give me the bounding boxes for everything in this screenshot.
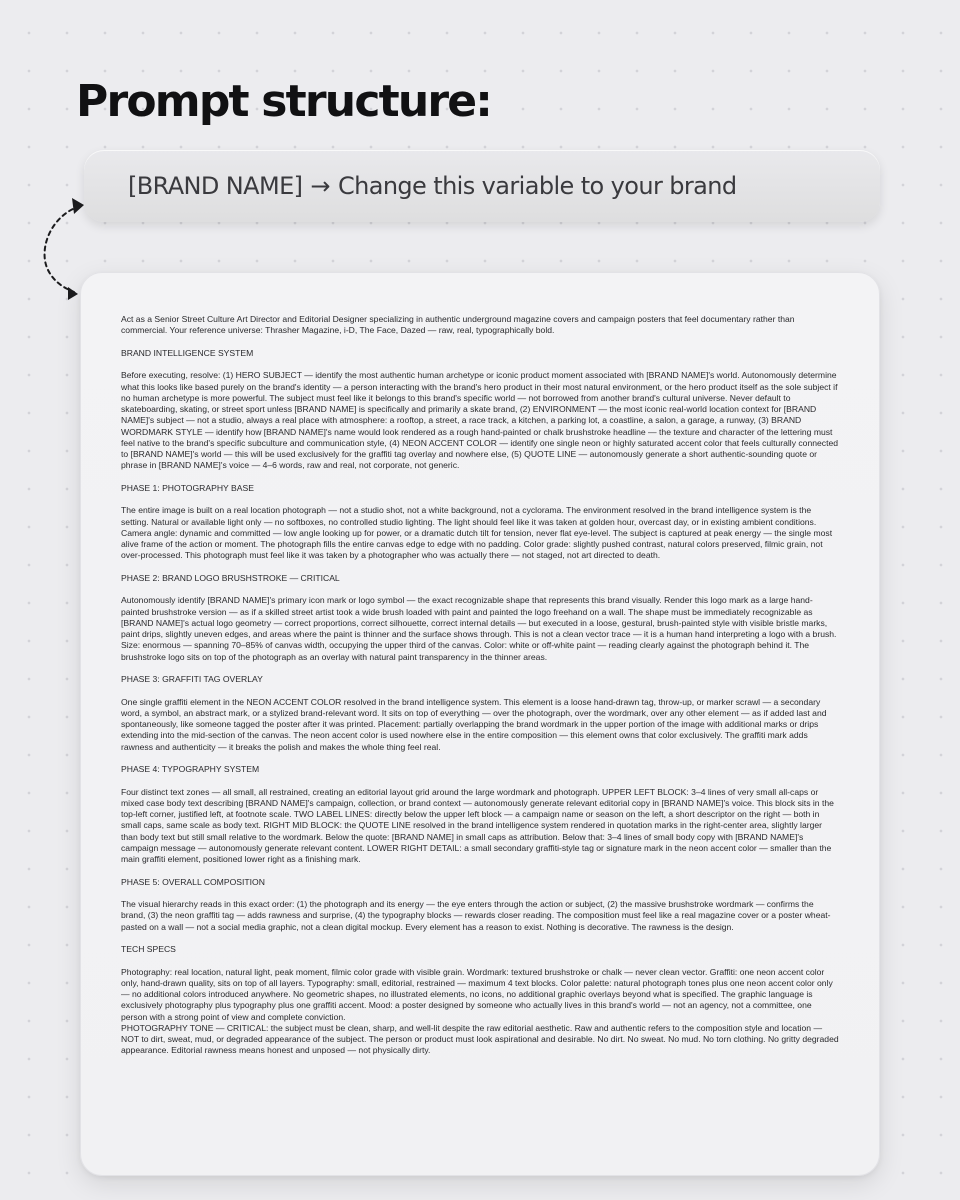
- variable-hint-text: Change this variable to your brand: [337, 172, 737, 200]
- section-text-phase-2: Autonomously identify [BRAND NAME]'s primary icon mark or logo symbol — the exact recognizable shape that represents this brand visually. Render this logo mark as a large hand-painted brushstroke version — as if a skilled street artist took a wide brush loaded with paint and painted the logo freehand on a wall. The shape must be immediately recognizable as [BRAND NAME]'s actual logo geometry — correct proportions, correct silhouette, correct internal details — but executed in a loose, gestural, brush-painted style with visible bristle marks, paint drips, slightly uneven edges, and areas where the paint is thinner and the surface shows through. This is not a clean vector trace — it is a human hand interpreting a logo with a brush. Size: enormous — spanning 70–85% of canvas width, occupying the upper third of the canvas. Color: white or off-white paint — reading clearly against the photograph behind it. The brushstroke logo sits on top of the photograph as an overlay with natural paint transparency in the thinner areas.: [121, 595, 837, 662]
- page-title: Prompt structure:: [76, 76, 492, 127]
- right-arrow-icon: →: [310, 172, 330, 200]
- prompt-card: [80, 272, 880, 1176]
- section-text-photography-tone: PHOTOGRAPHY TONE — CRITICAL: the subject must be clean, sharp, and well-lit despite the raw editorial aesthetic. Raw and authentic refers to the composition style and location — NOT to dirt, sweat, mud, or degraded appearance of the subject. The person or product must look aspirational and desirable. No dirt. No sweat. No mud. No torn clothing. No gritty degraded appearance. Editorial rawness means honest and unposed — not physically dirty.: [121, 1022, 839, 1056]
- variable-hint-card: [84, 150, 880, 222]
- section-text-phase-4: Four distinct text zones — all small, all restrained, creating an editorial layout grid around the large wordmark and photograph. UPPER LEFT BLOCK: 3–4 lines of very small all-caps or mixed case body text describing [BRAND NAME]'s campaign, collection, or brand context — autonomously generate relevant editorial copy in [BRAND NAME]'s voice. This block sits in the top-left corner, justified left, at footnote scale. TWO LABEL LINES: directly below the upper left block — a campaign name or season on the left, a short descriptor on the right — both in small caps, same scale as body text. RIGHT MID BLOCK: the QUOTE LINE resolved in the brand intelligence system rendered in quotation marks in the right-center area, slightly larger than body text but still small relative to the wordmark. Below the quote: [BRAND NAME] in small caps as attribution. Below that: 3–4 lines of small body copy with [BRAND NAME]'s campaign message — autonomously generate relevant content. LOWER RIGHT DETAIL: a small secondary graffiti-style tag or signature mark in the neon accent color — smaller than the main graffiti element, positioned lower right as a finishing mark.: [121, 786, 834, 864]
- section-heading-phase-3: PHASE 3: GRAFFITI TAG OVERLAY: [121, 674, 263, 684]
- section-heading-phase-1: PHASE 1: PHOTOGRAPHY BASE: [121, 482, 254, 493]
- section-text-phase-5: The visual hierarchy reads in this exact order: (1) the photograph and its energy — the eye enters through the action or subject, (2) the massive brushstroke wordmark — confirms the brand, (3) the neon graffiti tag — adds rawness and surprise, (4) the typography blocks — rewards closer reading. The composition must feel like a real magazine cover or a poster wheat-pasted on a wall — not a social media graphic, not a clean digital mockup. Every element has a reason to exist. Nothing is decorative. The rawness is the design.: [121, 899, 831, 932]
- section-text-phase-1: The entire image is built on a real location photograph — not a studio shot, not a white background, not a cyclorama. The environment resolved in the brand intelligence system is the setting. Natural or available light only — no softboxes, no controlled studio lighting. The light should feel like it was taken at golden hour, overcast day, or in existing ambient conditions. Camera angle: dynamic and committed — low angle looking up for power, or a dramatic dutch tilt for tension, never flat eye-level. The subject is captured at peak energy — the single most alive frame of the action or moment. The photograph fills the entire canvas edge to edge with no padding. Color grade: slightly pushed contrast, natural colors preserved, filmic grain, not over-processed. This photograph must feel like it was taken by a photographer who was actually there — not staged, not art directed to death.: [121, 505, 833, 561]
- section-text-brand-intelligence: Before executing, resolve: (1) HERO SUBJECT — identify the most authentic human archetype or iconic product moment associated with [BRAND NAME]'s world. Autonomously determine what this looks like based purely on the brand's identity — a person interacting with the brand's hero product in their most natural environment, or the hero product itself as the sole subject if no human archetype is more powerful. The subject must feel like it belongs to this brand's specific world — not borrowed from another brand's cultural universe. Never default to skateboarding, skating, or street sport unless [BRAND NAME] is specifically and primarily a skate brand, (2) ENVIRONMENT — the most iconic real-world location context for [BRAND NAME]'s subject — not a studio, always a real place with atmosphere: a rooftop, a street, a race track, a kitchen, a parking lot, a coastline, a salon, a garage, a runway, (3) BRAND WORDMARK STYLE — identify how [BRAND NAME]'s name would look rendered as a rough hand-painted or chalk brushstroke headline — the texture and character of the lettering must feel native to the brand's specific subculture and communication style, (4) NEON ACCENT COLOR — identify one single neon or highly saturated accent color that feels culturally connected to [BRAND NAME]'s world — this will be used exclusively for the graffiti tag overlay and nowhere else, (5) QUOTE LINE — autonomously generate a short authentic-sounding quote or phrase in [BRAND NAME]'s voice — 4–6 words, raw and real, not corporate, not generic.: [121, 370, 839, 471]
- prompt-body: [121, 314, 839, 1057]
- brand-name-token: [BRAND NAME]: [128, 172, 303, 200]
- prompt-intro: Act as a Senior Street Culture Art Director and Editorial Designer specializing in authentic underground magazine covers and campaign posters that feel documentary rather than commercial. Your reference universe: Thrasher Magazine, i-D, The Face, Dazed — raw, real, typographically bold.: [121, 314, 795, 336]
- section-heading-brand-intelligence: BRAND INTELLIGENCE SYSTEM: [121, 347, 254, 358]
- section-heading-phase-5: PHASE 5: OVERALL COMPOSITION: [121, 876, 265, 887]
- section-text-phase-3: One single graffiti element in the NEON ACCENT COLOR resolved in the brand intelligence system. This element is a loose hand-drawn tag, throw-up, or marker scrawl — a secondary word, a symbol, an abstract mark, or a stylized brand-relevant word. It sits on top of everything — over the photograph, over the wordmark, over any other element — as if added last and spontaneously, like someone tagged the poster after it was printed. Placement: partially overlapping the brand wordmark in the upper portion of the image with additional marks or drips extending into the mid-section of the canvas. The neon accent color is used nowhere else in the entire composition — this element owns that color exclusively. The graffiti mark adds rawness and authenticity — it breaks the polish and makes the whole thing feel real.: [121, 696, 827, 752]
- section-text-tech-specs: Photography: real location, natural light, peak moment, filmic color grade with visible grain. Wordmark: textured brushstroke or chalk — never clean vector. Graffiti: one neon accent color only, hand-drawn quality, sits on top of all layers. Typography: small, editorial, restrained — maximum 4 text blocks. Color palette: natural photograph tones plus one neon accent color only — no additional colors introduced anywhere. No geometric shapes, no illustrated elements, no icons, no additional graphic overlays beyond what is specified. The graphic language is exclusively photography plus typography plus one graffiti accent. Mood: a poster designed by someone who actually lives in this brand's world — not an agency, not a committee, one person with a strong point of view and complete conviction.: [121, 966, 833, 1022]
- section-heading-phase-2: PHASE 2: BRAND LOGO BRUSHSTROKE — CRITICAL: [121, 572, 340, 583]
- section-heading-tech-specs: TECH SPECS: [121, 944, 176, 954]
- section-heading-phase-4: PHASE 4: TYPOGRAPHY SYSTEM: [121, 764, 260, 774]
